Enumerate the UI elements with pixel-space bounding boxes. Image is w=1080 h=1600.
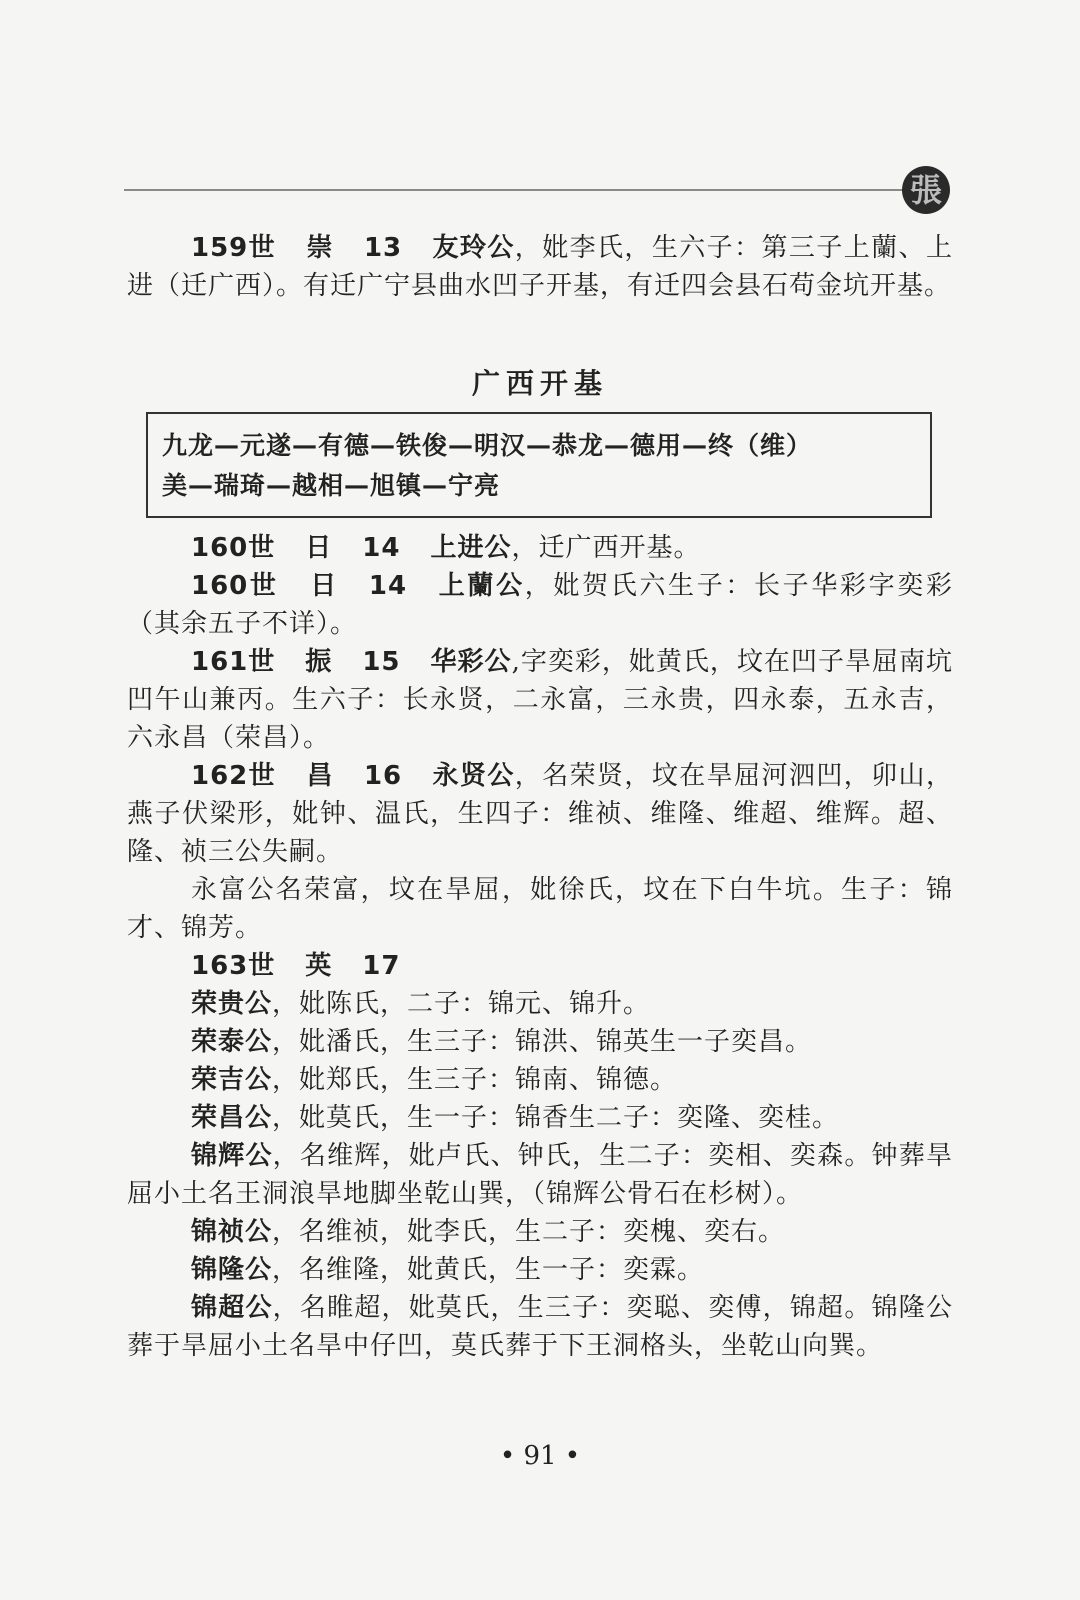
ancestor-name: 锦辉公	[191, 1141, 273, 1171]
ancestor-name: 永贤公	[432, 761, 515, 791]
generation-number: 15	[362, 647, 401, 677]
ancestor-name: 荣贵公	[191, 989, 273, 1019]
entry	[127, 985, 953, 1023]
generation-label: 162世	[191, 761, 277, 791]
zhang-seal-icon	[902, 166, 950, 214]
generation-number: 14	[368, 571, 408, 601]
entry	[127, 1023, 953, 1061]
generation-label: 160世	[191, 533, 276, 563]
entry-text: ，妣潘氏，生三子：锦洪、锦英生一子奕昌。	[272, 1027, 813, 1057]
ancestor-name: 锦隆公	[191, 1255, 273, 1285]
entry-text: ，名维辉，妣卢氏、钟氏，生二子：奕相、奕森。钟葬旱屈小土名王洞浪旱地脚坐乾山巽，（锦辉公骨石在杉树）。	[127, 1141, 953, 1209]
entry	[127, 1251, 953, 1289]
entry-text: ，名维祯，妣李氏，生二子：奕槐、奕右。	[272, 1217, 786, 1247]
lineage-line-2: 美—瑞琦—越相—旭镇—宁亮	[162, 471, 501, 500]
paragraph-162	[127, 757, 953, 871]
entry	[127, 1137, 953, 1213]
entry	[127, 1289, 953, 1365]
paragraph-160a	[127, 529, 953, 567]
main-text	[127, 529, 953, 1365]
paragraph-163	[127, 947, 953, 985]
generation-number: 13	[363, 233, 403, 263]
ancestor-name: 荣吉公	[191, 1065, 273, 1095]
paragraph-text: 永富公名荣富，坟在旱屈，妣徐氏，坟在下白牛坑。生子：锦才、锦芳。	[127, 875, 953, 943]
generation-number: 16	[363, 761, 403, 791]
entry	[127, 1061, 953, 1099]
ancestor-name: 锦超公	[191, 1293, 273, 1323]
paragraph-text: ，妣贺氏六生子：长子华彩字奕彩（其余五子不详）。	[127, 571, 953, 639]
paragraph-160b	[127, 567, 953, 643]
generation-number: 17	[362, 951, 401, 981]
paragraph-text: ，名荣贤，坟在旱屈河泗凹，卯山，燕子伏梁形，妣钟、温氏，生四子：维祯、维隆、维超、维辉。超、隆、祯三公失嗣。	[127, 761, 953, 867]
generation-char: 振	[305, 647, 333, 677]
generation-char: 英	[305, 951, 333, 981]
generation-char: 昌	[306, 761, 334, 791]
entry-text: ，名睢超，妣莫氏，生三子：奕聪、奕傅，锦超。锦隆公葬于旱屈小土名旱中仔凹，莫氏葬于下王洞格头，坐乾山向巽。	[127, 1293, 953, 1361]
lineage-box	[146, 412, 932, 518]
entry-text: ，妣莫氏，生一子：锦香生二子：奕隆、奕桂。	[272, 1103, 840, 1133]
header-rule	[124, 189, 904, 191]
ancestor-name: 荣昌公	[191, 1103, 273, 1133]
generation-label: 161世	[191, 647, 276, 677]
ancestor-name: 上蘭公	[437, 571, 525, 601]
entry-text: ，名维隆，妣黄氏，生一子：奕霖。	[272, 1255, 705, 1285]
ancestor-name: 华彩公	[430, 647, 512, 677]
paragraph-yongfu	[127, 871, 953, 947]
generation-label: 160世	[191, 571, 279, 601]
ancestor-name: 荣泰公	[191, 1027, 273, 1057]
paragraph-text: ，妣李氏，生六子：第三子上蘭、上进（迁广西）。有迁广宁县曲水凹子开基，有迁四会县石苟金坑开基。	[127, 233, 953, 301]
generation-label: 159世	[191, 233, 277, 263]
entry	[127, 1099, 953, 1137]
generation-char: 日	[308, 571, 339, 601]
ancestor-name: 上进公	[430, 533, 512, 563]
generation-char: 日	[305, 533, 333, 563]
paragraph-text: ，迁广西开基。	[511, 533, 701, 563]
entry-text: ，妣郑氏，生三子：锦南、锦德。	[272, 1065, 678, 1095]
paragraph-161	[127, 643, 953, 757]
generation-number: 14	[362, 533, 401, 563]
paragraph-text: ,字奕彩，妣黄氏，坟在凹子旱屈南坑凹午山兼丙。生六子：长永贤，二永富，三永贵，四永泰，五永吉，六永昌（荣昌）。	[127, 647, 953, 753]
seal-character: 張	[909, 171, 942, 209]
ancestor-name: 锦祯公	[191, 1217, 273, 1247]
page-number: • 91 •	[499, 1441, 581, 1471]
paragraph-159	[127, 229, 953, 305]
entry	[127, 1213, 953, 1251]
section-title: 广西开基	[471, 367, 608, 400]
generation-label: 163世	[191, 951, 276, 981]
lineage-line-1: 九龙—元遂—有德—铁俊—明汉—恭龙—德用—终（维）	[162, 431, 813, 460]
entry-text: ，妣陈氏，二子：锦元、锦升。	[272, 989, 651, 1019]
generation-char: 崇	[306, 233, 334, 263]
ancestor-name: 友玲公	[432, 233, 515, 263]
